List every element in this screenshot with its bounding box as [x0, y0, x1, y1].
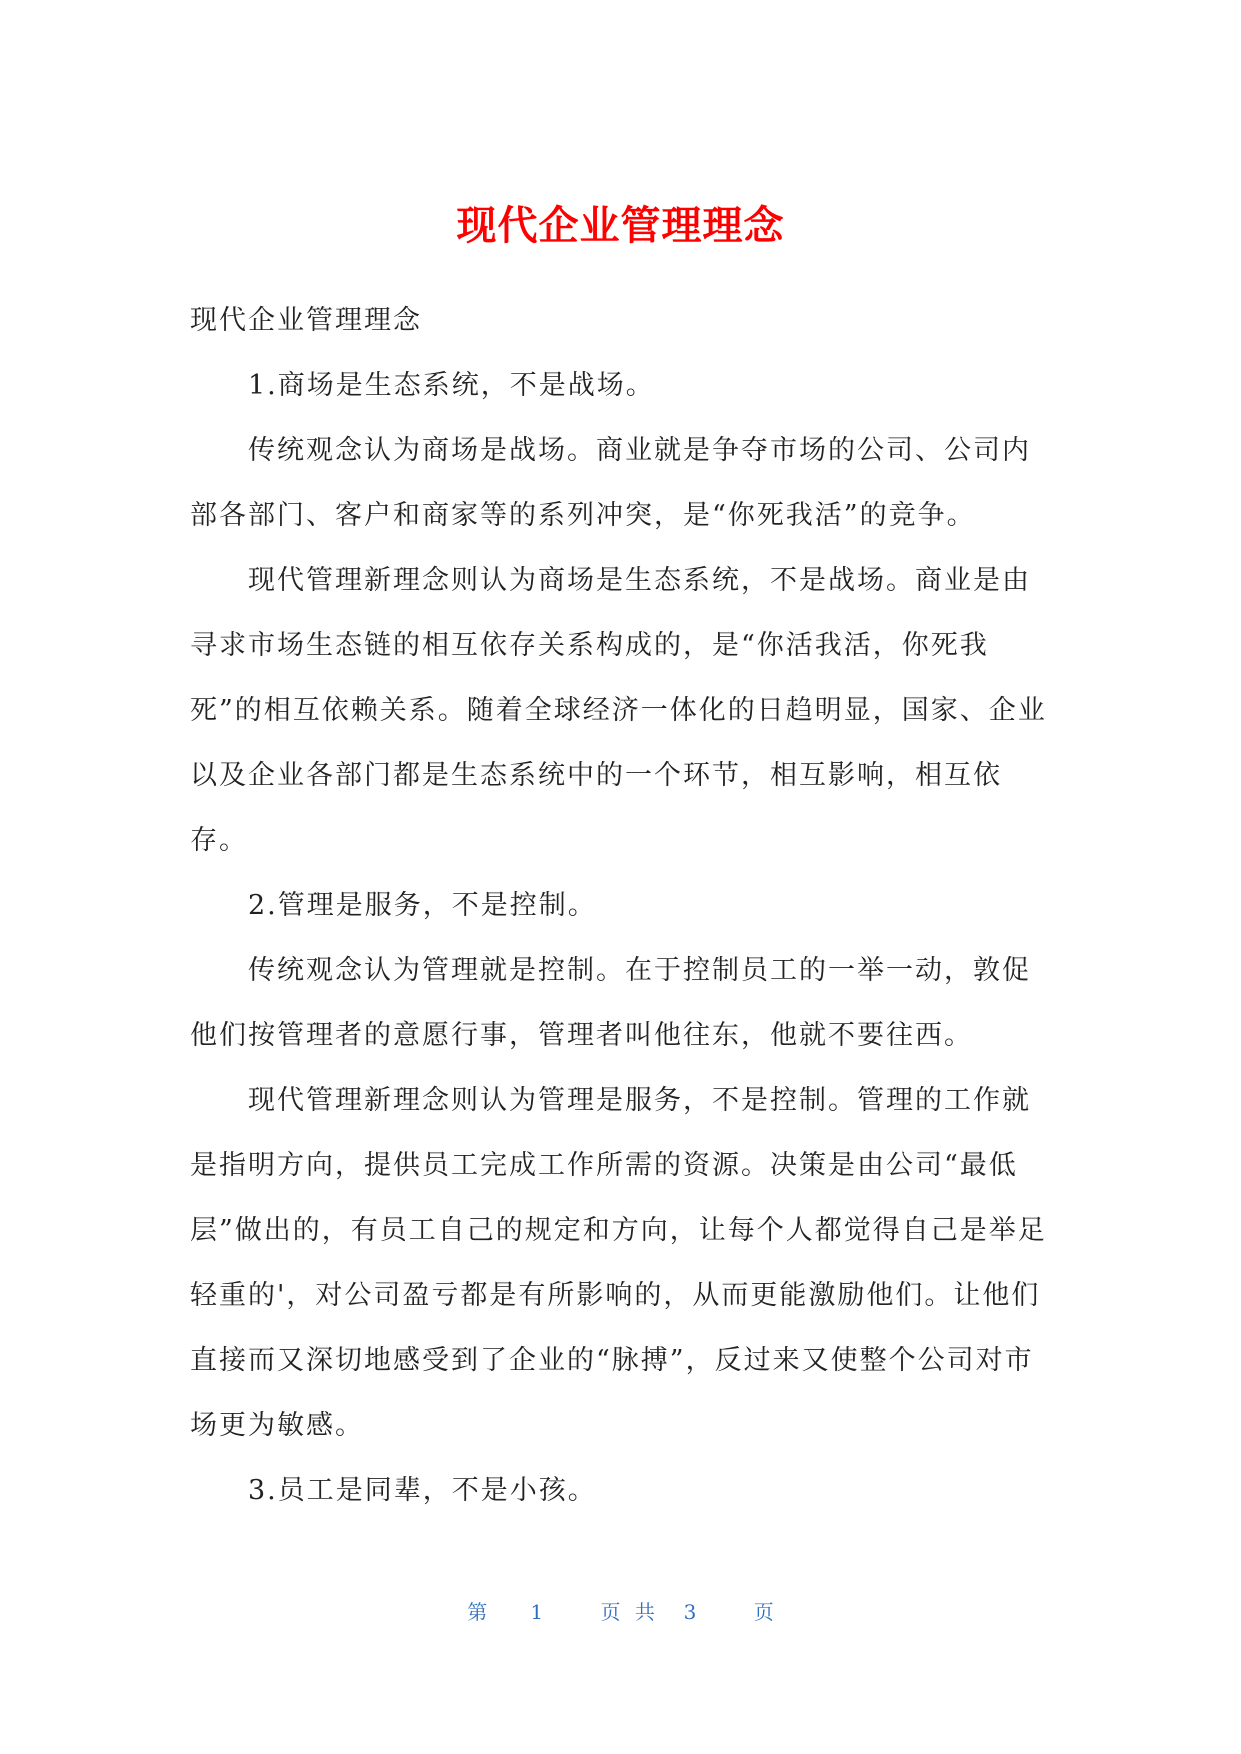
section-heading-3: 3.员工是同辈，不是小孩。: [248, 1475, 597, 1506]
section-heading-2: 2.管理是服务，不是控制。: [248, 890, 597, 921]
body-paragraph-heading: 现代企业管理理念: [190, 305, 422, 336]
section-heading-1: 1.商场是生态系统，不是战场。: [248, 370, 655, 401]
document-body: [190, 288, 1052, 1523]
body-paragraph: 现代管理新理念则认为商场是生态系统，不是战场。商业是由寻求市场生态链的相互依存关系构成的，是“你活我活，你死我死”的相互依赖关系。随着全球经济一体化的日趋明显，国家、企业以及企业各部门都是生态系统中的一个环节，相互影响，相互依存。: [190, 565, 1047, 856]
total-pages-number: 3: [683, 1600, 697, 1624]
page-label-middle: 页 共: [600, 1600, 655, 1624]
current-page-number: 1: [530, 1600, 544, 1624]
body-paragraph: 传统观念认为商场是战场。商业就是争夺市场的公司、公司内部各部门、客户和商家等的系列冲突，是“你死我活”的竞争。: [190, 435, 1031, 531]
document-title: 现代企业管理理念: [456, 203, 785, 249]
body-paragraph: 现代管理新理念则认为管理是服务，不是控制。管理的工作就是指明方向，提供员工完成工作所需的资源。决策是由公司“最低层”做出的，有员工自己的规定和方向，让每个人都觉得自己是举足轻重的'，对公司盈亏都是有所影响的，从而更能激励他们。让他们直接而又深切地感受到了企业的“脉搏”，反过来又使整个公司对市场更为敏感。: [190, 1085, 1047, 1441]
body-paragraph: 传统观念认为管理就是控制。在于控制员工的一举一动，敦促他们按管理者的意愿行事，管理者叫他往东，他就不要往西。: [190, 955, 1031, 1051]
page-label-suffix: 页: [753, 1600, 774, 1624]
page-label-prefix: 第: [467, 1600, 488, 1624]
page-number-footer: [0, 1598, 1241, 1626]
